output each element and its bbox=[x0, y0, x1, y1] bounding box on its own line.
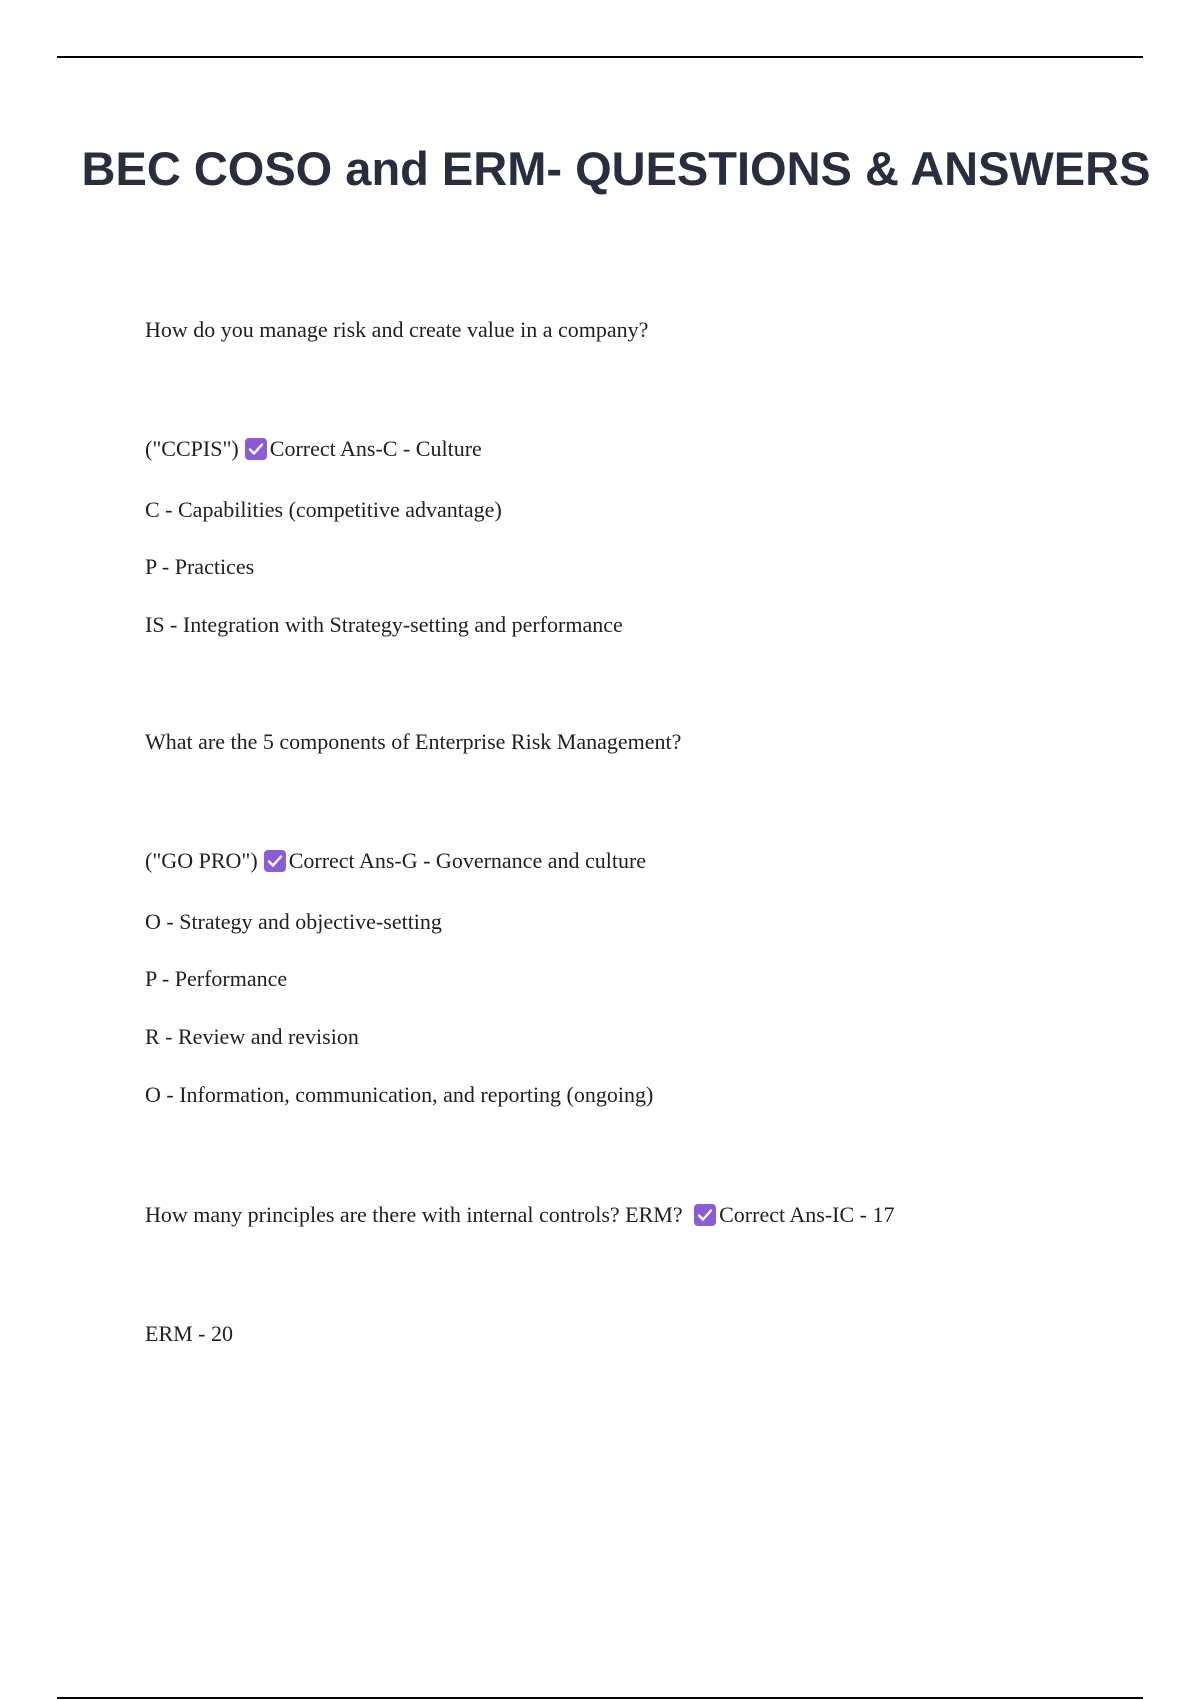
bottom-rule bbox=[57, 1697, 1143, 1699]
answer-2-text: Correct Ans-G - Governance and culture bbox=[288, 848, 647, 873]
checkbox-checked-icon bbox=[694, 1204, 716, 1226]
answer-1-prefix: ("CCPIS") bbox=[145, 436, 239, 461]
answer-2-performance: P - Performance bbox=[145, 966, 288, 991]
top-rule bbox=[57, 56, 1143, 58]
document-title: BEC COSO and ERM- QUESTIONS & ANSWERS bbox=[81, 142, 1151, 195]
answer-1-capabilities: C - Capabilities (competitive advantage) bbox=[145, 497, 502, 522]
question-3: How many principles are there with internal controls? ERM? bbox=[145, 1202, 683, 1227]
answer-2-line bbox=[145, 847, 646, 875]
question-1: How do you manage risk and create value in a company? bbox=[145, 317, 649, 342]
checkbox-checked-icon bbox=[245, 438, 267, 460]
question-3-line bbox=[145, 1201, 894, 1229]
answer-1-text: Correct Ans-C - Culture bbox=[269, 436, 482, 461]
answer-2-strategy: O - Strategy and objective-setting bbox=[145, 909, 442, 934]
answer-2-review: R - Review and revision bbox=[145, 1024, 359, 1049]
answer-1-practices: P - Practices bbox=[145, 554, 255, 579]
answer-1-line bbox=[145, 435, 482, 463]
answer-2-prefix: ("GO PRO") bbox=[145, 848, 258, 873]
answer-3-text: Correct Ans-IC - 17 bbox=[719, 1202, 895, 1227]
answer-3-erm: ERM - 20 bbox=[145, 1321, 233, 1346]
question-2: What are the 5 components of Enterprise Risk Management? bbox=[145, 729, 682, 754]
answer-2-information: O - Information, communication, and reporting (ongoing) bbox=[145, 1082, 654, 1107]
answer-1-integration: IS - Integration with Strategy-setting and performance bbox=[145, 612, 623, 637]
checkbox-checked-icon bbox=[264, 850, 286, 872]
